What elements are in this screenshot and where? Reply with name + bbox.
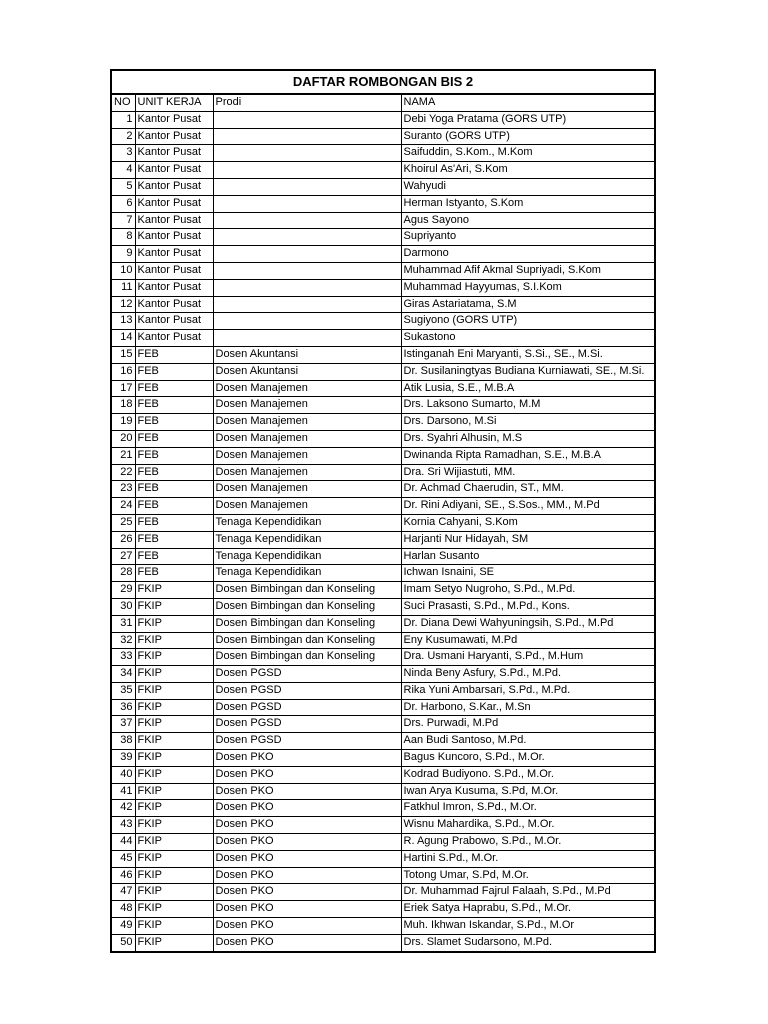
cell-nama: Dr. Muhammad Fajrul Falaah, S.Pd., M.Pd (401, 884, 655, 901)
cell-no: 41 (111, 783, 135, 800)
cell-no: 42 (111, 800, 135, 817)
cell-unit-kerja: FEB (135, 548, 213, 565)
cell-no: 16 (111, 363, 135, 380)
cell-prodi: Tenaga Kependidikan (213, 531, 401, 548)
cell-no: 45 (111, 850, 135, 867)
cell-nama: Totong Umar, S.Pd, M.Or. (401, 867, 655, 884)
cell-prodi: Tenaga Kependidikan (213, 514, 401, 531)
table-row (111, 296, 655, 313)
cell-unit-kerja: FKIP (135, 598, 213, 615)
cell-no: 26 (111, 531, 135, 548)
cell-prodi: Dosen PKO (213, 800, 401, 817)
cell-unit-kerja: FKIP (135, 867, 213, 884)
table-row (111, 733, 655, 750)
table-row (111, 817, 655, 834)
column-header-no: NO (111, 94, 135, 111)
table-row (111, 262, 655, 279)
cell-no: 22 (111, 464, 135, 481)
cell-nama: Harlan Susanto (401, 548, 655, 565)
cell-no: 38 (111, 733, 135, 750)
cell-prodi (213, 330, 401, 347)
cell-nama: Ninda Beny Asfury, S.Pd., M.Pd. (401, 666, 655, 683)
cell-nama: Muhammad Hayyumas, S.I.Kom (401, 279, 655, 296)
cell-no: 4 (111, 162, 135, 179)
cell-nama: Supriyanto (401, 229, 655, 246)
cell-unit-kerja: FKIP (135, 800, 213, 817)
table-row (111, 884, 655, 901)
cell-unit-kerja: FEB (135, 481, 213, 498)
cell-nama: Wahyudi (401, 178, 655, 195)
table-row (111, 834, 655, 851)
table-row (111, 918, 655, 935)
table-row (111, 128, 655, 145)
cell-prodi (213, 212, 401, 229)
cell-prodi (213, 313, 401, 330)
cell-prodi: Dosen PGSD (213, 666, 401, 683)
table-row (111, 649, 655, 666)
cell-unit-kerja: FKIP (135, 918, 213, 935)
cell-prodi (213, 262, 401, 279)
cell-nama: Dr. Susilaningtyas Budiana Kurniawati, SE., M.Si. (401, 363, 655, 380)
cell-nama: R. Agung Prabowo, S.Pd., M.Or. (401, 834, 655, 851)
cell-no: 35 (111, 682, 135, 699)
cell-nama: Dra. Usmani Haryanti, S.Pd., M.Hum (401, 649, 655, 666)
cell-no: 39 (111, 750, 135, 767)
cell-nama: Dra. Sri Wijiastuti, MM. (401, 464, 655, 481)
cell-nama: Eny Kusumawati, M.Pd (401, 632, 655, 649)
table-row (111, 313, 655, 330)
document-title: DAFTAR ROMBONGAN BIS 2 (111, 70, 655, 94)
cell-prodi: Dosen Manajemen (213, 414, 401, 431)
table-row (111, 430, 655, 447)
cell-unit-kerja: FEB (135, 363, 213, 380)
cell-unit-kerja: FEB (135, 380, 213, 397)
cell-prodi: Dosen PGSD (213, 699, 401, 716)
cell-no: 36 (111, 699, 135, 716)
cell-unit-kerja: FEB (135, 397, 213, 414)
bus-roster-table (110, 69, 656, 953)
cell-no: 34 (111, 666, 135, 683)
cell-nama: Agus Sayono (401, 212, 655, 229)
cell-unit-kerja: Kantor Pusat (135, 195, 213, 212)
cell-no: 25 (111, 514, 135, 531)
cell-unit-kerja: FKIP (135, 716, 213, 733)
cell-unit-kerja: FKIP (135, 733, 213, 750)
table-row (111, 498, 655, 515)
cell-prodi (213, 145, 401, 162)
table-row (111, 548, 655, 565)
cell-nama: Muh. Ikhwan Iskandar, S.Pd., M.Or (401, 918, 655, 935)
cell-prodi: Dosen PKO (213, 867, 401, 884)
table-row (111, 682, 655, 699)
cell-unit-kerja: Kantor Pusat (135, 296, 213, 313)
cell-no: 10 (111, 262, 135, 279)
cell-nama: Bagus Kuncoro, S.Pd., M.Or. (401, 750, 655, 767)
table-row (111, 531, 655, 548)
cell-nama: Herman Istyanto, S.Kom (401, 195, 655, 212)
cell-no: 13 (111, 313, 135, 330)
table-row (111, 750, 655, 767)
cell-prodi: Dosen Akuntansi (213, 363, 401, 380)
cell-unit-kerja: Kantor Pusat (135, 246, 213, 263)
table-row (111, 212, 655, 229)
cell-prodi (213, 296, 401, 313)
cell-no: 11 (111, 279, 135, 296)
cell-unit-kerja: Kantor Pusat (135, 162, 213, 179)
cell-nama: Muhammad Afif Akmal Supriyadi, S.Kom (401, 262, 655, 279)
cell-unit-kerja: FKIP (135, 783, 213, 800)
table-row (111, 414, 655, 431)
cell-prodi: Dosen Bimbingan dan Konseling (213, 649, 401, 666)
cell-prodi (213, 229, 401, 246)
cell-nama: Drs. Laksono Sumarto, M.M (401, 397, 655, 414)
table-row (111, 699, 655, 716)
table-row (111, 229, 655, 246)
cell-nama: Suci Prasasti, S.Pd., M.Pd., Kons. (401, 598, 655, 615)
cell-unit-kerja: Kantor Pusat (135, 145, 213, 162)
table-row (111, 666, 655, 683)
table-row (111, 464, 655, 481)
cell-nama: Imam Setyo Nugroho, S.Pd., M.Pd. (401, 582, 655, 599)
cell-no: 14 (111, 330, 135, 347)
cell-unit-kerja: FKIP (135, 582, 213, 599)
cell-prodi: Dosen Bimbingan dan Konseling (213, 615, 401, 632)
cell-no: 28 (111, 565, 135, 582)
column-header-prodi: Prodi (213, 94, 401, 111)
cell-nama: Dr. Harbono, S.Kar., M.Sn (401, 699, 655, 716)
cell-unit-kerja: FKIP (135, 666, 213, 683)
cell-unit-kerja: FKIP (135, 615, 213, 632)
cell-nama: Dwinanda Ripta Ramadhan, S.E., M.B.A (401, 447, 655, 464)
cell-prodi (213, 162, 401, 179)
cell-prodi: Dosen PKO (213, 934, 401, 951)
cell-unit-kerja: Kantor Pusat (135, 229, 213, 246)
cell-prodi: Dosen PKO (213, 884, 401, 901)
cell-nama: Atik Lusia, S.E., M.B.A (401, 380, 655, 397)
cell-no: 17 (111, 380, 135, 397)
column-header-nama: NAMA (401, 94, 655, 111)
cell-nama: Fatkhul Imron, S.Pd., M.Or. (401, 800, 655, 817)
table-row (111, 397, 655, 414)
cell-prodi: Dosen PKO (213, 918, 401, 935)
cell-nama: Iwan Arya Kusuma, S.Pd, M.Or. (401, 783, 655, 800)
cell-unit-kerja: FEB (135, 447, 213, 464)
cell-unit-kerja: FKIP (135, 649, 213, 666)
table-row (111, 380, 655, 397)
cell-prodi: Dosen Manajemen (213, 380, 401, 397)
cell-nama: Aan Budi Santoso, M.Pd. (401, 733, 655, 750)
cell-no: 31 (111, 615, 135, 632)
table-row (111, 195, 655, 212)
cell-unit-kerja: Kantor Pusat (135, 313, 213, 330)
cell-prodi: Dosen PKO (213, 817, 401, 834)
table-row (111, 800, 655, 817)
cell-unit-kerja: FEB (135, 346, 213, 363)
cell-nama: Wisnu Mahardika, S.Pd., M.Or. (401, 817, 655, 834)
cell-nama: Istinganah Eni Maryanti, S.Si., SE., M.Si. (401, 346, 655, 363)
cell-unit-kerja: Kantor Pusat (135, 178, 213, 195)
cell-nama: Harjanti Nur Hidayah, SM (401, 531, 655, 548)
table-row (111, 598, 655, 615)
table-row (111, 615, 655, 632)
table-row (111, 162, 655, 179)
cell-unit-kerja: FKIP (135, 850, 213, 867)
cell-no: 47 (111, 884, 135, 901)
cell-no: 43 (111, 817, 135, 834)
cell-unit-kerja: FEB (135, 565, 213, 582)
cell-no: 33 (111, 649, 135, 666)
cell-prodi: Tenaga Kependidikan (213, 548, 401, 565)
table-row (111, 145, 655, 162)
table-row (111, 582, 655, 599)
cell-no: 23 (111, 481, 135, 498)
table-row (111, 716, 655, 733)
table-row (111, 279, 655, 296)
cell-unit-kerja: Kantor Pusat (135, 262, 213, 279)
cell-nama: Hartini S.Pd., M.Or. (401, 850, 655, 867)
cell-prodi: Tenaga Kependidikan (213, 565, 401, 582)
cell-unit-kerja: FEB (135, 531, 213, 548)
cell-unit-kerja: FKIP (135, 632, 213, 649)
cell-unit-kerja: FEB (135, 514, 213, 531)
table-row (111, 850, 655, 867)
cell-unit-kerja: Kantor Pusat (135, 212, 213, 229)
cell-nama: Sugiyono (GORS UTP) (401, 313, 655, 330)
cell-prodi: Dosen Manajemen (213, 397, 401, 414)
cell-no: 7 (111, 212, 135, 229)
table-row (111, 346, 655, 363)
cell-nama: Kodrad Budiyono. S.Pd., M.Or. (401, 766, 655, 783)
cell-unit-kerja: FKIP (135, 699, 213, 716)
table-row (111, 766, 655, 783)
cell-prodi: Dosen Akuntansi (213, 346, 401, 363)
table-row (111, 867, 655, 884)
table-row (111, 481, 655, 498)
cell-no: 29 (111, 582, 135, 599)
cell-prodi: Dosen PKO (213, 834, 401, 851)
cell-prodi: Dosen PGSD (213, 733, 401, 750)
cell-nama: Kornia Cahyani, S.Kom (401, 514, 655, 531)
cell-no: 3 (111, 145, 135, 162)
table-row (111, 447, 655, 464)
cell-nama: Suranto (GORS UTP) (401, 128, 655, 145)
cell-prodi (213, 246, 401, 263)
table-row (111, 111, 655, 128)
cell-nama: Ichwan Isnaini, SE (401, 565, 655, 582)
cell-prodi: Dosen PGSD (213, 716, 401, 733)
cell-prodi (213, 111, 401, 128)
cell-no: 30 (111, 598, 135, 615)
cell-prodi: Dosen Manajemen (213, 498, 401, 515)
table-row (111, 514, 655, 531)
cell-prodi (213, 195, 401, 212)
cell-no: 49 (111, 918, 135, 935)
cell-prodi: Dosen PKO (213, 750, 401, 767)
table-row (111, 934, 655, 951)
cell-prodi: Dosen Manajemen (213, 464, 401, 481)
table-row (111, 632, 655, 649)
cell-no: 1 (111, 111, 135, 128)
cell-nama: Darmono (401, 246, 655, 263)
table-row (111, 901, 655, 918)
cell-prodi (213, 279, 401, 296)
cell-prodi: Dosen Manajemen (213, 481, 401, 498)
cell-nama: Sukastono (401, 330, 655, 347)
column-header-unit: UNIT KERJA (135, 94, 213, 111)
cell-prodi: Dosen PGSD (213, 682, 401, 699)
cell-nama: Khoirul As'Ari, S.Kom (401, 162, 655, 179)
table-row (111, 363, 655, 380)
table-row (111, 565, 655, 582)
cell-unit-kerja: FKIP (135, 766, 213, 783)
cell-prodi: Dosen PKO (213, 850, 401, 867)
cell-unit-kerja: Kantor Pusat (135, 111, 213, 128)
table-row (111, 246, 655, 263)
cell-no: 6 (111, 195, 135, 212)
cell-unit-kerja: FKIP (135, 934, 213, 951)
title-row (111, 70, 655, 94)
cell-unit-kerja: Kantor Pusat (135, 128, 213, 145)
table-row (111, 330, 655, 347)
cell-unit-kerja: FKIP (135, 682, 213, 699)
cell-prodi: Dosen Bimbingan dan Konseling (213, 632, 401, 649)
cell-no: 44 (111, 834, 135, 851)
cell-nama: Dr. Diana Dewi Wahyuningsih, S.Pd., M.Pd (401, 615, 655, 632)
table-row (111, 178, 655, 195)
cell-no: 46 (111, 867, 135, 884)
cell-nama: Debi Yoga Pratama (GORS UTP) (401, 111, 655, 128)
cell-no: 15 (111, 346, 135, 363)
cell-unit-kerja: FEB (135, 414, 213, 431)
header-row (111, 94, 655, 111)
cell-nama: Drs. Syahri Alhusin, M.S (401, 430, 655, 447)
cell-no: 24 (111, 498, 135, 515)
cell-no: 21 (111, 447, 135, 464)
cell-no: 32 (111, 632, 135, 649)
cell-nama: Drs. Purwadi, M.Pd (401, 716, 655, 733)
cell-nama: Dr. Achmad Chaerudin, ST., MM. (401, 481, 655, 498)
cell-nama: Drs. Slamet Sudarsono, M.Pd. (401, 934, 655, 951)
cell-prodi: Dosen PKO (213, 783, 401, 800)
cell-prodi: Dosen Manajemen (213, 447, 401, 464)
cell-no: 27 (111, 548, 135, 565)
cell-nama: Dr. Rini Adiyani, SE., S.Sos., MM., M.Pd (401, 498, 655, 515)
cell-prodi: Dosen PKO (213, 901, 401, 918)
cell-prodi: Dosen Manajemen (213, 430, 401, 447)
cell-unit-kerja: FEB (135, 464, 213, 481)
cell-no: 40 (111, 766, 135, 783)
cell-unit-kerja: FKIP (135, 817, 213, 834)
cell-no: 9 (111, 246, 135, 263)
cell-unit-kerja: FEB (135, 498, 213, 515)
cell-prodi (213, 128, 401, 145)
cell-unit-kerja: Kantor Pusat (135, 330, 213, 347)
cell-prodi: Dosen Bimbingan dan Konseling (213, 582, 401, 599)
cell-no: 20 (111, 430, 135, 447)
table-row (111, 783, 655, 800)
cell-no: 12 (111, 296, 135, 313)
cell-prodi: Dosen PKO (213, 766, 401, 783)
cell-no: 8 (111, 229, 135, 246)
cell-nama: Eriek Satya Haprabu, S.Pd., M.Or. (401, 901, 655, 918)
cell-no: 19 (111, 414, 135, 431)
table-body (111, 70, 655, 952)
cell-no: 2 (111, 128, 135, 145)
cell-unit-kerja: FKIP (135, 884, 213, 901)
cell-nama: Drs. Darsono, M.Si (401, 414, 655, 431)
cell-prodi (213, 178, 401, 195)
cell-no: 48 (111, 901, 135, 918)
cell-no: 50 (111, 934, 135, 951)
cell-no: 5 (111, 178, 135, 195)
cell-unit-kerja: FKIP (135, 834, 213, 851)
cell-prodi: Dosen Bimbingan dan Konseling (213, 598, 401, 615)
cell-unit-kerja: FKIP (135, 750, 213, 767)
cell-nama: Saifuddin, S.Kom., M.Kom (401, 145, 655, 162)
cell-nama: Giras Astariatama, S.M (401, 296, 655, 313)
cell-no: 37 (111, 716, 135, 733)
cell-no: 18 (111, 397, 135, 414)
cell-unit-kerja: Kantor Pusat (135, 279, 213, 296)
cell-unit-kerja: FEB (135, 430, 213, 447)
cell-nama: Rika Yuni Ambarsari, S.Pd., M.Pd. (401, 682, 655, 699)
cell-unit-kerja: FKIP (135, 901, 213, 918)
